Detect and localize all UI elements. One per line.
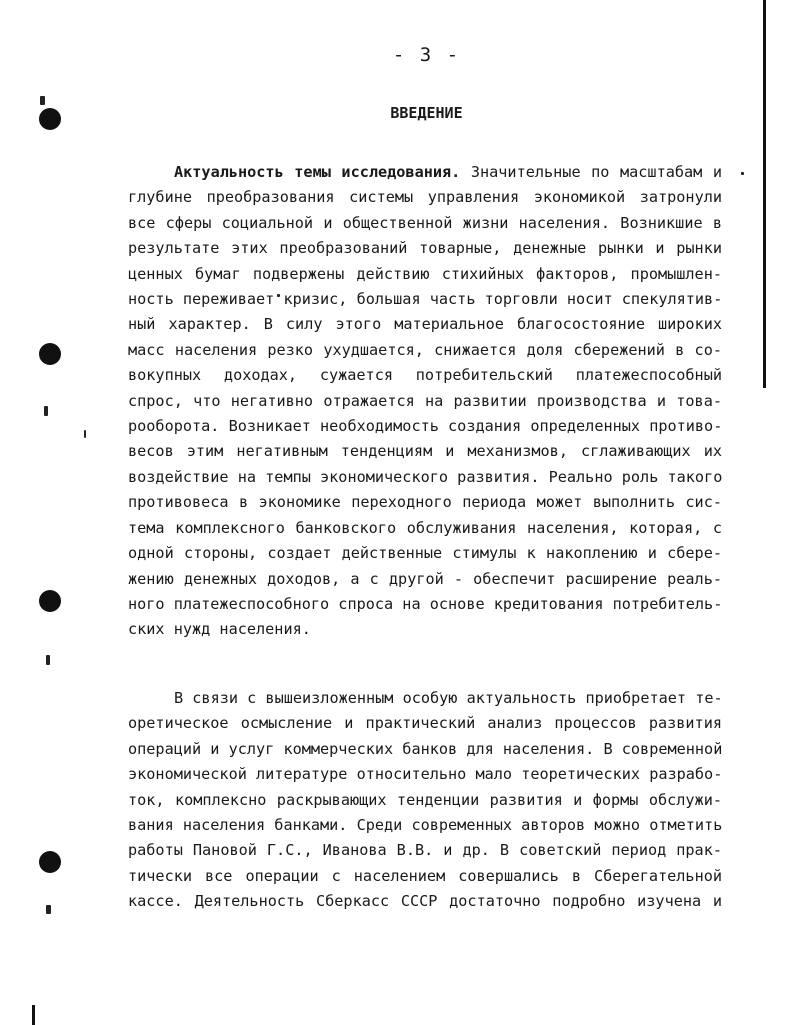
scan-speck	[46, 655, 50, 665]
text-line: ного платежеспособного спроса на основе кредитования потребитель-	[128, 594, 723, 613]
text-line: результате этих преобразований товарные, денежные рынки и рынки	[128, 239, 722, 258]
punch-hole	[39, 343, 61, 365]
text-line: воздействие на темпы экономического развития. Реально роль такого	[128, 467, 723, 486]
text-line: В связи с вышеизложенным особую актуальность приобретает те-	[174, 689, 723, 707]
text-line: Актуальность темы исследования. Значительные по масштабам и	[174, 163, 722, 181]
text-line: ность переживает кризис, большая часть торговли носит спекулятив-	[128, 290, 723, 309]
scan-edge-left	[32, 1005, 35, 1025]
text-line: глубине преобразования системы управления экономикой затронули	[128, 188, 722, 207]
paragraph-relevance	[128, 160, 722, 643]
punch-hole	[39, 590, 61, 612]
paragraph-lead: Актуальность темы исследования.	[174, 163, 461, 181]
scan-speck	[741, 172, 744, 175]
page-number: - 3 -	[392, 44, 461, 66]
scan-speck	[46, 905, 51, 914]
text-line: одной стороны, создает действенные стимулы к накоплению и сбере-	[128, 544, 722, 563]
text-line: весов этим негативным тенденциям и механизмов, сглаживающих их	[128, 442, 722, 461]
text-line: ценных бумаг подвержены действию стихийных факторов, промышлен-	[128, 264, 722, 283]
text-line: кассе. Деятельность Сберкасс СССР достаточно подробно изучена и	[128, 892, 722, 911]
section-title: ВВЕДЕНИЕ	[390, 104, 463, 122]
text-line: ный характер. В силу этого материальное благосостояние широких	[128, 315, 722, 334]
text-line: работы Пановой Г.С., Иванова В.В. и др. В советский период прак-	[128, 841, 722, 860]
text-line: операций и услуг коммерческих банков для населения. В современной	[128, 739, 723, 758]
text-line: жению денежных доходов, а с другой - обеспечит расширение реаль-	[128, 569, 722, 588]
scan-speck	[84, 430, 86, 438]
scan-speck	[44, 406, 48, 416]
text-line: тически все операции с населением совершались в Сберегательной	[128, 866, 722, 885]
paragraph-context	[128, 686, 722, 915]
text-line: вания населения банками. Среди современных авторов можно отметить	[128, 816, 723, 835]
text-line: тема комплексного банковского обслуживания населения, которая, с	[128, 518, 722, 537]
text-line: все сферы социальной и общественной жизни населения. Возникшие в	[128, 213, 722, 232]
text-line: рооборота. Возникает необходимость создания определенных противо-	[128, 417, 723, 436]
text-line: оретическое осмысление и практический анализ процессов развития	[128, 714, 722, 733]
text-line: ских нужд населения.	[128, 620, 311, 639]
text-line: экономической литературе относительно мало теоретических разрабо-	[128, 765, 723, 784]
text-line: ток, комплексно раскрывающих тенденции развития и формы обслужи-	[128, 790, 722, 809]
text-line: вокупных доходах, сужается потребительский платежеспособный	[128, 366, 722, 385]
punch-hole	[39, 851, 61, 873]
text-line: спрос, что негативно отражается на развитии производства и това-	[128, 391, 722, 410]
text-line: противовеса в экономике переходного периода может выполнить сис-	[128, 493, 722, 512]
text-line: масс населения резко ухудшается, снижается доля сбережений в со-	[128, 340, 722, 359]
